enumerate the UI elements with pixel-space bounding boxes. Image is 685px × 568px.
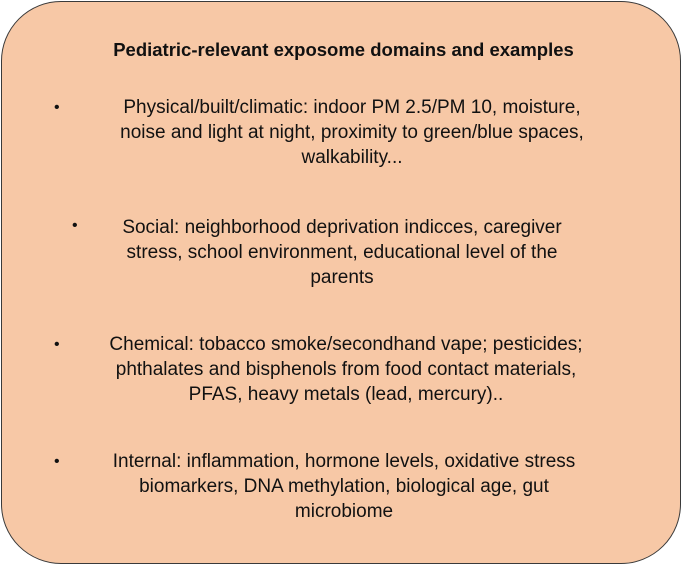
- list-item-text: Internal: inflammation, hormone levels, oxidative stress biomarkers, DNA methylation, biological age, gut microbiome: [112, 451, 576, 522]
- bullet-icon: •: [54, 336, 60, 353]
- exposome-domains-panel: [1, 1, 681, 564]
- list-item-internal: [54, 449, 614, 524]
- bullet-icon: •: [72, 217, 78, 234]
- panel-title: Pediatric-relevant exposome domains and examples: [113, 39, 574, 60]
- list-item-text: Chemical: tobacco smoke/secondhand vape; pesticides; phthalates and bisphenols from food contact materials, PFAS, heavy metals (lead, mercury)..: [109, 334, 583, 405]
- list-item-social: [72, 215, 592, 290]
- list-item-text: Social: neighborhood deprivation indicces, caregiver stress, school environment, educational level of the parents: [122, 217, 562, 288]
- list-item-chemical: [54, 332, 616, 407]
- bullet-icon: •: [54, 453, 60, 470]
- list-item-text: Physical/built/climatic: indoor PM 2.5/PM 10, moisture, noise and light at night, proximity to green/blue spaces, walkability...: [120, 97, 584, 168]
- bullet-icon: •: [54, 99, 60, 116]
- list-item-physical: [54, 95, 632, 170]
